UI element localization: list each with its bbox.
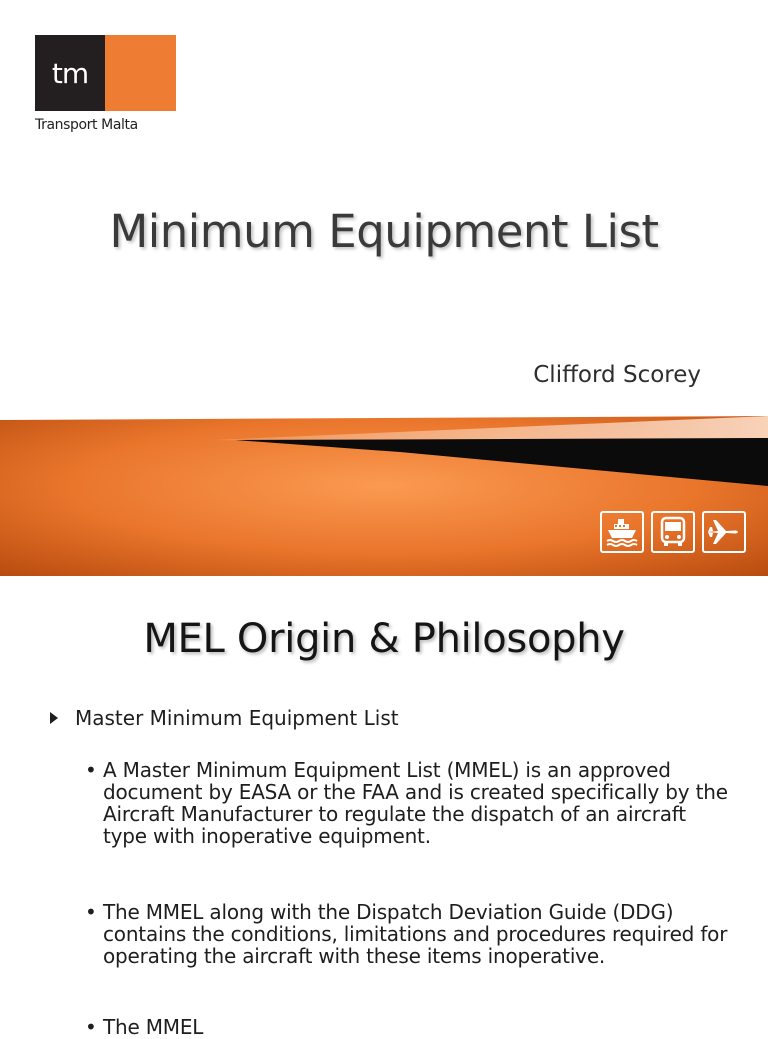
- bullet-item: [85, 901, 735, 967]
- logo-caption: Transport Malta: [35, 117, 138, 133]
- bullet-text: The MMEL: [103, 1015, 204, 1039]
- ship-icon: [600, 511, 644, 553]
- bullet-item: [85, 759, 735, 847]
- bus-icon: [651, 511, 695, 553]
- bullet-text: A Master Minimum Equipment List (MMEL) is an approved document by EASA or the FAA and is created specifically by the Aircraft Manufacturer to regulate the dispatch of an aircraft type with inoperative equipment.: [103, 758, 728, 848]
- bullet-dot-icon: •: [85, 1015, 97, 1039]
- bullet-level1-text: Master Minimum Equipment List: [75, 706, 399, 730]
- bullet-text: The MMEL along with the Dispatch Deviation Guide (DDG) contains the conditions, limitations and procedures required for operating the aircraft with these items inoperative.: [103, 900, 728, 968]
- bullet-dot-icon: •: [85, 758, 97, 782]
- logo-dark-block: [35, 35, 105, 111]
- author-name: Clifford Scorey: [533, 362, 701, 388]
- content-slide: [0, 576, 768, 1039]
- triangle-bullet-icon: [50, 712, 58, 724]
- logo-orange-block: [105, 35, 176, 111]
- logo-text: tm: [51, 56, 89, 90]
- bullet-level1: [50, 706, 399, 730]
- bullet-dot-icon: •: [85, 900, 97, 924]
- transport-icons: [600, 511, 746, 553]
- transport-malta-logo: [35, 35, 176, 111]
- slide2-title: MEL Origin & Philosophy: [143, 616, 625, 662]
- airplane-icon: [702, 511, 746, 553]
- bullet-item: [85, 1016, 735, 1038]
- slide-title: Minimum Equipment List: [109, 205, 659, 258]
